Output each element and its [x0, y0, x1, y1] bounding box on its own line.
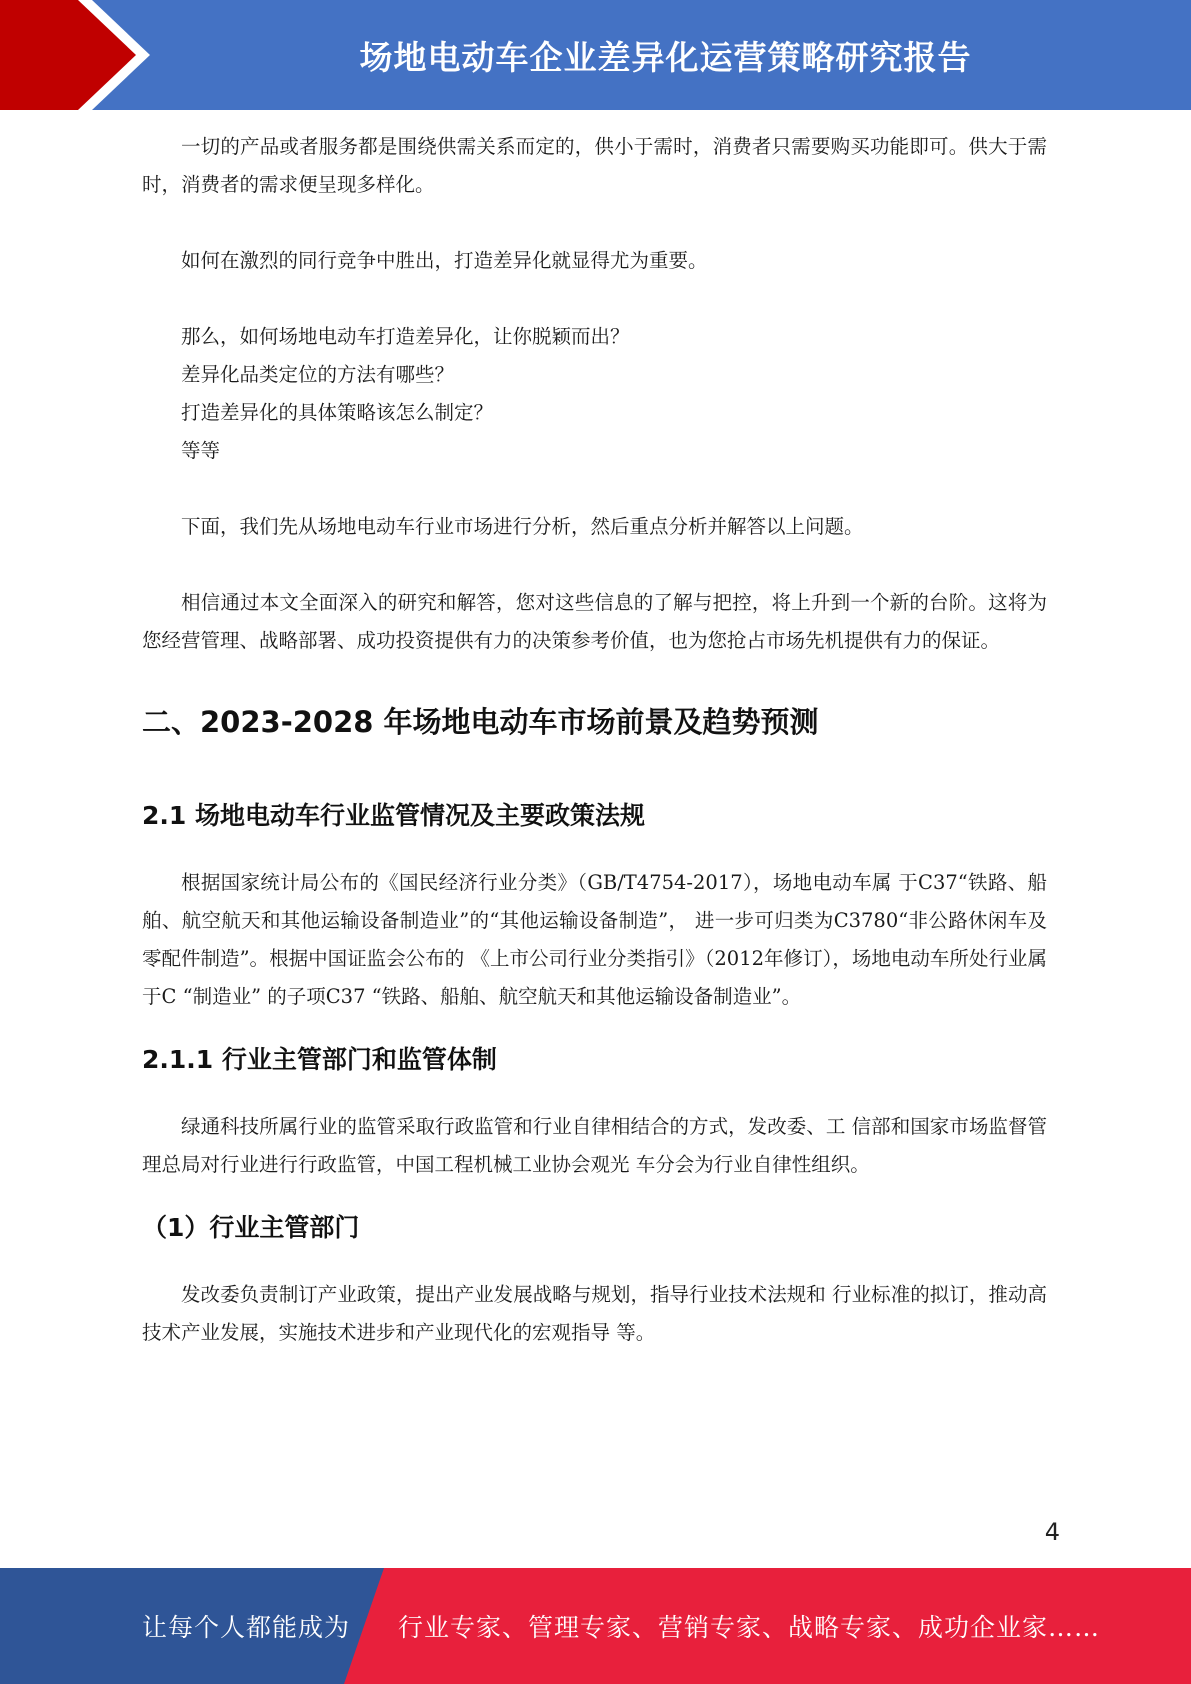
- report-title: 场地电动车企业差异化运营策略研究报告: [359, 37, 972, 77]
- paragraph-industry-classification: 根据国家统计局公布的《国民经济行业分类》（GB/T4754-2017），场地电动车属 于C37“铁路、船舶、航空航天和其他运输设备制造业”的“其他运输设备制造”， 进一步可归类为C3780“非公路休闲车及零配件制造”。根据中国证监会公布的 《上市公司行业分类指引》（2012年修订），场地电动车所处行业属于C “制造业” 的子项C37 “铁路、船舶、航空航天和其他运输设备制造业”。: [142, 871, 1047, 1008]
- paragraph-supply-demand: 一切的产品或者服务都是围绕供需关系而定的，供小于需时，消费者只需要购买功能即可。供大于需时，消费者的需求便呈现多样化。: [142, 135, 1047, 196]
- page-footer: [0, 1568, 1191, 1684]
- paragraph-ndrc-duties: 发改委负责制订产业政策，提出产业发展战略与规划，指导行业技术法规和 行业标准的拟订，推动高技术产业发展，实施技术进步和产业现代化的宏观指导 等。: [142, 1283, 1047, 1344]
- question-1: 那么，如何场地电动车打造差异化，让你脱颖而出？: [181, 325, 630, 348]
- paragraph-regulatory-system: 绿通科技所属行业的监管采取行政监管和行业自律相结合的方式，发改委、工 信部和国家市场监督管理总局对行业进行行政监管，中国工程机械工业协会观光 车分会为行业自律性组织。: [142, 1115, 1047, 1176]
- subsection-1-heading: （1）行业主管部门: [142, 1213, 360, 1242]
- footer-slogan-left: 让每个人都能成为: [142, 1613, 351, 1642]
- document-body: [142, 128, 1047, 1352]
- section-2-1-1-heading: 2.1.1 行业主管部门和监管体制: [142, 1045, 497, 1074]
- question-etc: 等等: [181, 439, 221, 462]
- page-header: [0, 0, 1191, 110]
- question-2: 差异化品类定位的方法有哪些？: [181, 363, 455, 386]
- paragraph-value-statement: 相信通过本文全面深入的研究和解答，您对这些信息的了解与把控，将上升到一个新的台阶。这将为您经营管理、战略部署、成功投资提供有力的决策参考价值，也为您抢占市场先机提供有力的保证。: [142, 591, 1047, 652]
- paragraph-analysis-intro: 下面，我们先从场地电动车行业市场进行分析，然后重点分析并解答以上问题。: [181, 515, 864, 538]
- section-2-heading: 二、2023-2028 年场地电动车市场前景及趋势预测: [142, 705, 819, 739]
- question-3: 打造差异化的具体策略该怎么制定？: [181, 401, 494, 424]
- section-2-1-heading: 2.1 场地电动车行业监管情况及主要政策法规: [142, 801, 645, 830]
- page-number: 4: [1044, 1518, 1060, 1546]
- header-chevron-decoration: [0, 0, 160, 110]
- footer-slogan-right: 行业专家、管理专家、营销专家、战略专家、成功企业家……: [398, 1613, 1101, 1642]
- paragraph-differentiation-importance: 如何在激烈的同行竞争中胜出，打造差异化就显得尤为重要。: [181, 249, 708, 272]
